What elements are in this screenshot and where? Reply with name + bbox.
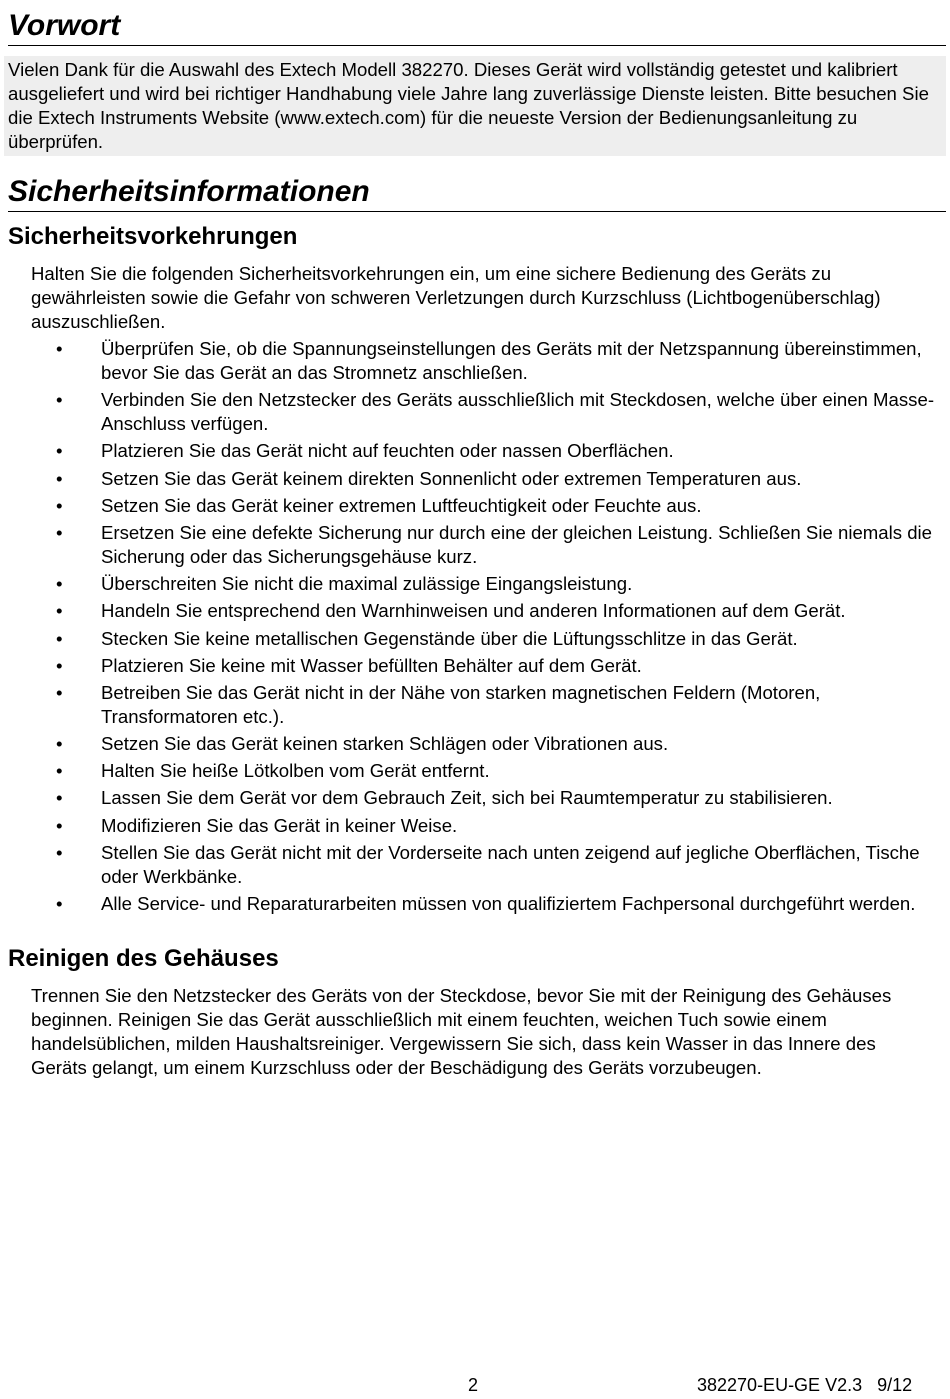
precautions-intro: Halten Sie die folgenden Sicherheitsvorkehrungen ein, um eine sichere Bedienung des Geräts zu gewährleisten sowie die Gefahr von schweren Verletzungen durch Kurzschluss (Lichtbogenüberschlag) auszuschließen.	[31, 263, 881, 332]
precaution-item	[0, 439, 950, 463]
precaution-text: Setzen Sie das Gerät keiner extremen Luftfeuchtigkeit oder Feuchte aus.	[101, 494, 702, 516]
precaution-text: Verbinden Sie den Netzstecker des Geräts ausschließlich mit Steckdosen, welche über einen Masse-Anschluss verfügen.	[101, 389, 935, 435]
bullet-icon: •	[56, 654, 63, 676]
precaution-item	[0, 337, 950, 385]
bullet-icon: •	[56, 733, 63, 755]
precaution-item	[0, 599, 950, 623]
precaution-item	[0, 494, 950, 518]
bullet-icon: •	[56, 440, 63, 462]
bullet-icon: •	[56, 600, 63, 622]
bullet-icon: •	[56, 338, 63, 359]
bullet-icon: •	[56, 760, 63, 782]
precautions-list	[0, 337, 950, 919]
precaution-text: Betreiben Sie das Gerät nicht in der Nähe von starken magnetischen Feldern (Motoren, Transformatoren etc.).	[101, 681, 821, 727]
bullet-icon: •	[56, 814, 63, 836]
precaution-item	[0, 814, 950, 838]
precaution-item	[0, 786, 950, 810]
foreword-title: Vorwort	[8, 8, 946, 46]
precaution-text: Handeln Sie entsprechend den Warnhinweisen und anderen Informationen auf dem Gerät.	[101, 600, 846, 622]
precaution-item	[0, 467, 950, 491]
bullet-icon: •	[56, 389, 63, 411]
bullet-icon: •	[56, 573, 63, 595]
precaution-item	[0, 627, 950, 651]
precaution-item	[0, 732, 950, 756]
safety-title: Sicherheitsinformationen	[8, 174, 946, 212]
precaution-text: Platzieren Sie das Gerät nicht auf feuchten oder nassen Oberflächen.	[101, 440, 674, 462]
precaution-item	[0, 759, 950, 783]
precaution-item	[0, 892, 950, 916]
bullet-icon: •	[56, 841, 63, 863]
foreword-text: Vielen Dank für die Auswahl des Extech Modell 382270. Dieses Gerät wird vollständig getestet und kalibriert ausgeliefert und wird bei richtiger Handhabung viele Jahre lang zuverlässige Dienste leisten. Bitte besuchen Sie die Extech Instruments Website (www.extech.com) für die neueste Version der Bedienungsanleitung zu überprüfen.	[4, 56, 946, 156]
precautions-heading: Sicherheitsvorkehrungen	[8, 223, 298, 250]
bullet-icon: •	[56, 467, 63, 489]
precaution-item	[0, 654, 950, 678]
precaution-text: Setzen Sie das Gerät keinen starken Schlägen oder Vibrationen aus.	[101, 733, 669, 755]
precaution-text: Stecken Sie keine metallischen Gegenstände über die Lüftungsschlitze in das Gerät.	[101, 627, 798, 649]
bullet-icon: •	[56, 681, 63, 703]
precaution-text: Platzieren Sie keine mit Wasser befüllten Behälter auf dem Gerät.	[101, 654, 642, 676]
cleaning-text: Trennen Sie den Netzstecker des Geräts von der Steckdose, bevor Sie mit der Reinigung des Gehäuses beginnen. Reinigen Sie das Gerät ausschließlich mit einem feuchten, weichen Tuch sowie einem handelsüblichen, milden Haushaltsreiniger. Vergewissern Sie sich, dass kein Wasser in das Innere des Geräts gelangt, um einem Kurzschluss oder der Beschädigung des Geräts vorzubeugen.	[31, 985, 892, 1078]
precaution-text: Überschreiten Sie nicht die maximal zulässige Eingangsleistung.	[101, 573, 633, 595]
precaution-text: Stellen Sie das Gerät nicht mit der Vorderseite nach unten zeigend auf jegliche Oberflächen, Tische oder Werkbänke.	[101, 841, 920, 887]
precaution-item	[0, 841, 950, 889]
precaution-text: Überprüfen Sie, ob die Spannungseinstellungen des Geräts mit der Netzspannung übereinstimmen, bevor Sie das Gerät an das Stromnetz anschließen.	[101, 338, 922, 383]
precaution-item	[0, 521, 950, 569]
precaution-item	[0, 388, 950, 436]
bullet-icon: •	[56, 521, 63, 543]
precaution-text: Ersetzen Sie eine defekte Sicherung nur durch eine der gleichen Leistung. Schließen Sie niemals die Sicherung oder das Sicherungsgehäuse kurz.	[101, 521, 933, 567]
precaution-text: Halten Sie heiße Lötkolben vom Gerät entfernt.	[101, 760, 490, 782]
page-number: 2	[468, 1375, 479, 1395]
bullet-icon: •	[56, 787, 63, 809]
bullet-icon: •	[56, 893, 63, 914]
bullet-icon: •	[56, 494, 63, 516]
precaution-text: Alle Service- und Reparaturarbeiten müssen von qualifiziertem Fachpersonal durchgeführt werden.	[101, 893, 916, 914]
document-code: 382270-EU-GE V2.3 9/12	[697, 1375, 913, 1395]
cleaning-heading: Reinigen des Gehäuses	[8, 945, 279, 972]
precaution-item	[0, 681, 950, 729]
precaution-text: Lassen Sie dem Gerät vor dem Gebrauch Zeit, sich bei Raumtemperatur zu stabilisieren.	[101, 787, 833, 809]
precaution-text: Setzen Sie das Gerät keinem direkten Sonnenlicht oder extremen Temperaturen aus.	[101, 467, 802, 489]
bullet-icon: •	[56, 627, 63, 649]
precaution-text: Modifizieren Sie das Gerät in keiner Weise.	[101, 814, 458, 836]
precaution-item	[0, 572, 950, 596]
